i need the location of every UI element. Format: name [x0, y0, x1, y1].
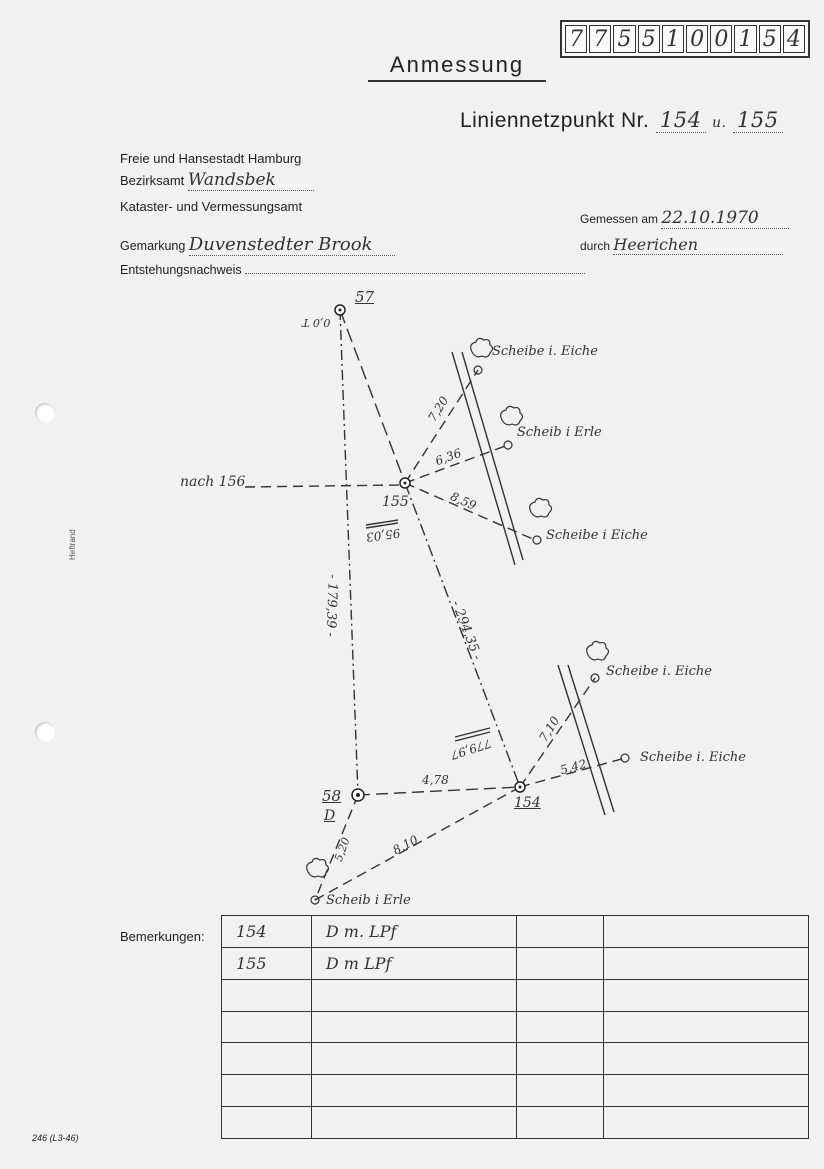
doc-digit: 5	[638, 25, 660, 53]
doc-digit: 5	[613, 25, 635, 53]
table-row	[222, 947, 809, 979]
liniennetzpunkt-connector: u.	[711, 115, 727, 131]
gemessen-label: Gemessen am	[580, 212, 659, 226]
table-row	[222, 979, 809, 1011]
tree-2-target	[504, 441, 512, 449]
table-cell: 155	[222, 947, 312, 979]
punch-hole	[35, 722, 55, 742]
tree-1-icon	[471, 338, 493, 357]
distance-155-154: - 294,35 -	[448, 598, 485, 663]
tree-2-label: Scheib i Erle	[517, 425, 602, 440]
entstehung-label: Entstehungsnachweis	[120, 263, 242, 277]
label-point-58: 58	[322, 787, 342, 805]
distance-154-tree5: 5,42	[558, 756, 589, 778]
table-cell	[311, 1011, 516, 1043]
table-row	[222, 1011, 809, 1043]
table-cell	[604, 1043, 809, 1075]
doc-digit: 5	[759, 25, 781, 53]
remarks-table	[221, 915, 809, 1139]
tree-5-target	[621, 754, 629, 762]
doc-digit: 0	[686, 25, 708, 53]
distance-57-58: - 179,39 -	[322, 573, 340, 638]
punch-hole	[35, 403, 55, 423]
doc-digit: 7	[565, 25, 587, 53]
table-cell	[516, 1075, 604, 1107]
doc-digit: 0	[710, 25, 732, 53]
remarks-label: Bemerkungen:	[120, 929, 205, 944]
table-cell	[516, 916, 604, 948]
table-cell	[604, 1107, 809, 1139]
bezirksamt-value: Wandsbek	[188, 170, 314, 191]
table-cell	[516, 1043, 604, 1075]
gemarkung-value: Duvenstedter Brook	[189, 234, 395, 256]
table-cell	[516, 1107, 604, 1139]
distance-155-tree1: 7,20	[425, 393, 452, 425]
table-cell	[604, 947, 809, 979]
table-row	[222, 1107, 809, 1139]
distance-155-tree3: 8,59	[448, 489, 479, 513]
doc-digit: 1	[662, 25, 684, 53]
line-57-58	[340, 310, 358, 795]
table-cell	[222, 1011, 312, 1043]
distance-154-tree4: 7,10	[536, 713, 563, 745]
table-row	[222, 916, 809, 948]
table-cell	[516, 947, 604, 979]
table-cell	[222, 1075, 312, 1107]
tree-4-label: Scheibe i. Eiche	[606, 664, 712, 679]
table-cell	[604, 979, 809, 1011]
table-cell	[311, 1075, 516, 1107]
label-point-155: 155	[382, 494, 409, 510]
doc-digit: 4	[783, 25, 805, 53]
table-row	[222, 1043, 809, 1075]
durch-label: durch	[580, 239, 611, 253]
table-cell	[222, 1107, 312, 1139]
liniennetzpunkt-value-1: 154	[656, 108, 706, 133]
tree-2-icon	[501, 406, 523, 425]
label-point-58-sub: D	[324, 808, 336, 824]
tree-4-icon	[587, 641, 609, 660]
table-cell	[311, 1107, 516, 1139]
table-cell	[604, 1011, 809, 1043]
distance-154-erle: 8,10	[390, 832, 421, 858]
tree-6-icon	[307, 858, 329, 877]
form-footnote: 246 (L3-46)	[32, 1133, 79, 1143]
page-title: Anmessung	[389, 52, 525, 77]
label-nach-156: nach 156	[180, 474, 246, 490]
distance-155-tree2: 6,36	[433, 445, 464, 469]
fence-line	[568, 665, 614, 812]
heftrand-label: Heftrand	[68, 529, 77, 560]
doc-digit: 1	[734, 25, 756, 53]
table-cell	[311, 979, 516, 1011]
angle-bar-154	[455, 728, 490, 737]
fence-line	[462, 352, 523, 560]
table-cell	[222, 979, 312, 1011]
gemessen-value: 22.10.1970	[661, 208, 789, 229]
table-cell	[604, 916, 809, 948]
distance-58-154: 4,78	[422, 773, 449, 787]
table-cell	[604, 1075, 809, 1107]
distance-58-erle: 5,20	[331, 835, 353, 864]
table-cell	[516, 979, 604, 1011]
table-cell: D m LPf	[311, 947, 516, 979]
durch-value: Heerichen	[613, 235, 783, 255]
table-cell: 154	[222, 916, 312, 948]
line-nach-156	[245, 485, 400, 487]
tree-3-label: Scheibe i Eiche	[546, 528, 648, 543]
table-cell	[222, 1043, 312, 1075]
fence-line	[558, 665, 605, 815]
line-58-154	[358, 787, 520, 795]
table-cell: D m. LPf	[311, 916, 516, 948]
note-57: 0,0 T	[302, 316, 331, 329]
table-row	[222, 1075, 809, 1107]
tree-5-label: Scheibe i. Eiche	[640, 750, 746, 765]
table-cell	[516, 1011, 604, 1043]
label-point-154: 154	[514, 795, 541, 811]
city-name: Freie und Hansestadt Hamburg	[120, 151, 302, 166]
bezirksamt-label: Bezirksamt	[120, 173, 185, 188]
tree-3-target	[533, 536, 541, 544]
angle-155: 95,03	[365, 525, 402, 545]
tree-6-label: Scheib i Erle	[326, 893, 411, 908]
line-57-155	[340, 310, 405, 483]
tree-1-label: Scheibe i. Eiche	[492, 344, 598, 359]
gemarkung-label: Gemarkung	[120, 239, 186, 253]
liniennetzpunkt-value-2: 155	[733, 108, 783, 133]
tree-3-icon	[530, 498, 552, 517]
doc-digit: 7	[589, 25, 611, 53]
liniennetzpunkt-label: Liniennetzpunkt Nr.	[460, 109, 650, 132]
angle-154: 779,97	[448, 735, 494, 763]
label-point-57: 57	[355, 288, 375, 306]
table-cell	[311, 1043, 516, 1075]
office-name: Kataster- und Vermessungsamt	[120, 199, 303, 214]
